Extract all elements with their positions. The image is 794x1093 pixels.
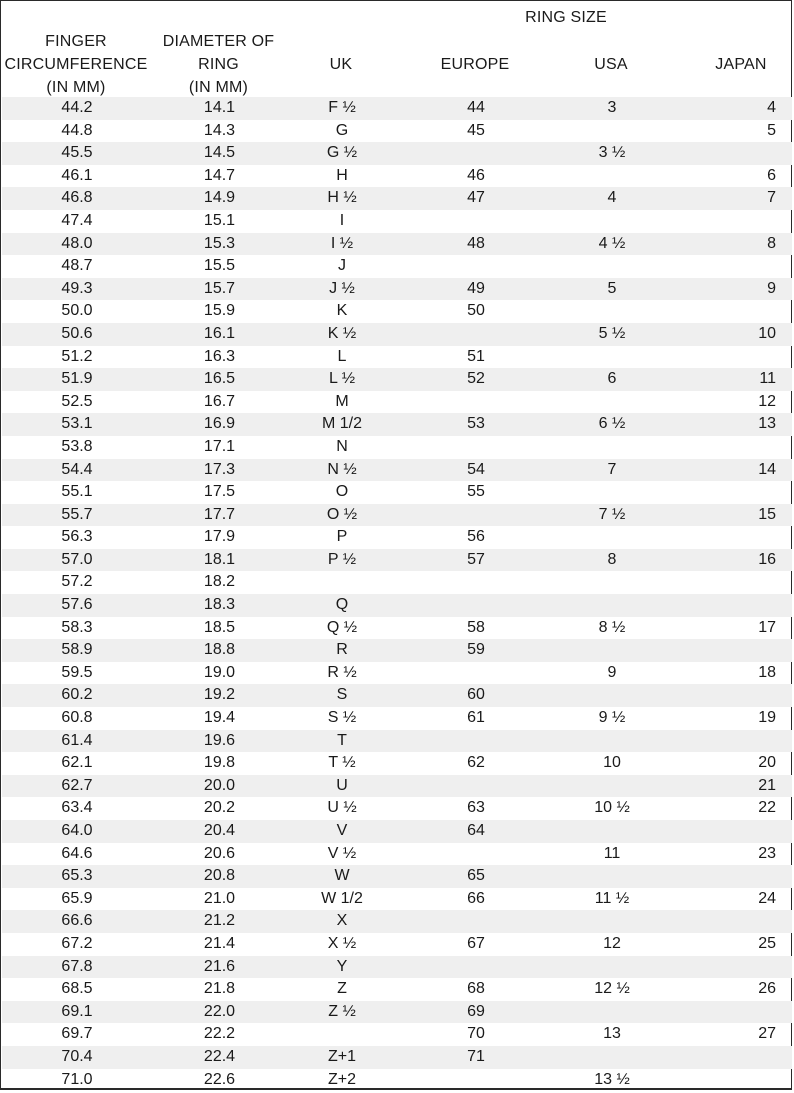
diameter-cell: 20.4 xyxy=(203,822,236,839)
japan-size-cell: 8 xyxy=(767,234,776,252)
europe-size-cell: 66 xyxy=(467,889,485,907)
finger-circumference-cell: 52.5 xyxy=(61,392,93,410)
diameter-cell: 16.9 xyxy=(203,415,236,433)
usa-size-cell: 12 xyxy=(603,934,621,952)
header-finger-line-3: (IN MM) xyxy=(46,79,106,96)
uk-size-cell: N xyxy=(336,437,348,455)
table-row xyxy=(2,594,792,617)
japan-size-cell: 18 xyxy=(758,663,776,681)
diameter-cell: 14.3 xyxy=(203,121,236,139)
finger-circumference-cell: 44.8 xyxy=(61,121,93,139)
usa-size-cell: 13 xyxy=(603,1025,621,1043)
uk-size-cell: Z+2 xyxy=(327,1070,356,1088)
table-row xyxy=(2,97,792,120)
table-row xyxy=(2,730,792,753)
uk-size-cell: K xyxy=(336,302,348,320)
header-ring-size: RING SIZE xyxy=(525,9,607,26)
japan-size-cell: 20 xyxy=(758,754,776,772)
japan-size-cell: 27 xyxy=(758,1025,776,1043)
diameter-cell: 18.8 xyxy=(203,641,236,659)
europe-size-cell: 48 xyxy=(467,234,485,252)
usa-size-cell: 3 xyxy=(607,99,617,116)
europe-size-cell: 63 xyxy=(467,799,485,817)
table-row xyxy=(2,684,792,707)
table-row xyxy=(2,639,792,662)
diameter-cell: 22.0 xyxy=(203,1002,236,1020)
table-row xyxy=(2,752,792,775)
japan-size-cell: 24 xyxy=(758,889,776,907)
finger-circumference-cell: 58.9 xyxy=(61,641,93,659)
diameter-cell: 19.6 xyxy=(203,731,236,749)
uk-size-cell: S ½ xyxy=(327,709,357,727)
diameter-cell: 19.4 xyxy=(203,709,236,727)
table-row xyxy=(2,775,792,798)
japan-size-cell: 11 xyxy=(759,370,776,388)
diameter-cell: 15.3 xyxy=(203,234,236,252)
finger-circumference-cell: 53.1 xyxy=(61,415,93,433)
table-row xyxy=(2,504,792,527)
europe-size-cell: 62 xyxy=(467,754,485,772)
usa-size-cell: 10 xyxy=(603,754,621,772)
uk-size-cell: V ½ xyxy=(327,844,357,862)
finger-circumference-cell: 46.1 xyxy=(61,166,93,184)
finger-circumference-cell: 71.0 xyxy=(61,1070,93,1088)
uk-size-cell: H ½ xyxy=(327,189,357,207)
table-row xyxy=(2,1046,792,1069)
table-row xyxy=(2,436,792,459)
finger-circumference-cell: 50.0 xyxy=(61,302,93,320)
europe-size-cell: 49 xyxy=(467,279,485,297)
table-row xyxy=(2,165,792,188)
table-row xyxy=(2,820,792,843)
diameter-cell: 14.7 xyxy=(203,166,236,184)
diameter-cell: 21.6 xyxy=(203,957,236,975)
japan-size-cell: 15 xyxy=(758,505,776,523)
header-finger-line-2: CIRCUMFERENCE xyxy=(4,56,148,73)
finger-circumference-cell: 57.0 xyxy=(61,550,93,568)
size-table-body xyxy=(2,97,792,1091)
diameter-cell: 15.1 xyxy=(203,211,236,229)
uk-size-cell: Z xyxy=(337,980,347,998)
diameter-cell: 21.2 xyxy=(203,912,236,930)
uk-size-cell: H xyxy=(336,166,348,184)
finger-circumference-cell: 48.0 xyxy=(61,234,93,252)
finger-circumference-cell: 65.9 xyxy=(61,889,93,907)
finger-circumference-cell: 63.4 xyxy=(61,799,93,817)
finger-circumference-cell: 57.2 xyxy=(61,573,93,591)
finger-circumference-cell: 49.3 xyxy=(61,279,93,297)
diameter-cell: 15.7 xyxy=(203,279,236,297)
japan-size-cell: 6 xyxy=(767,166,776,184)
uk-size-cell: W xyxy=(334,867,350,885)
finger-circumference-cell: 58.3 xyxy=(61,618,93,636)
diameter-cell: 19.0 xyxy=(203,663,236,681)
diameter-cell: 20.6 xyxy=(203,844,236,862)
diameter-cell: 14.9 xyxy=(203,189,236,207)
finger-circumference-cell: 60.2 xyxy=(61,686,93,704)
diameter-cell: 16.1 xyxy=(203,324,236,342)
diameter-cell: 17.9 xyxy=(203,528,236,546)
table-row xyxy=(2,368,792,391)
diameter-cell: 17.1 xyxy=(203,437,236,455)
usa-size-cell: 9 ½ xyxy=(598,709,626,727)
uk-size-cell: F ½ xyxy=(328,99,356,116)
finger-circumference-cell: 64.0 xyxy=(61,822,93,839)
japan-size-cell: 7 xyxy=(767,189,776,207)
finger-circumference-cell: 65.3 xyxy=(61,867,93,885)
uk-size-cell: X ½ xyxy=(327,934,357,952)
uk-size-cell: M xyxy=(335,392,349,410)
uk-size-cell: R ½ xyxy=(327,663,357,681)
header-finger-circumference xyxy=(1,30,151,99)
europe-size-cell: 46 xyxy=(467,166,485,184)
table-row xyxy=(2,843,792,866)
diameter-cell: 18.3 xyxy=(203,596,236,614)
header-diameter-line-3: (IN MM) xyxy=(188,79,249,96)
uk-size-cell: N ½ xyxy=(327,460,357,478)
finger-circumference-cell: 54.4 xyxy=(61,460,93,478)
uk-size-cell: O ½ xyxy=(326,505,358,523)
finger-circumference-cell: 48.7 xyxy=(61,257,93,275)
usa-size-cell: 7 xyxy=(607,460,617,478)
finger-circumference-cell: 44.2 xyxy=(61,99,93,116)
europe-size-cell: 54 xyxy=(467,460,485,478)
table-row xyxy=(2,797,792,820)
diameter-cell: 18.1 xyxy=(203,550,236,568)
uk-size-cell: R xyxy=(336,641,348,659)
japan-size-cell: 13 xyxy=(758,415,776,433)
diameter-cell: 21.0 xyxy=(203,889,236,907)
diameter-cell: 18.5 xyxy=(203,618,236,636)
usa-size-cell: 10 ½ xyxy=(594,799,630,817)
japan-size-cell: 4 xyxy=(767,99,776,116)
uk-size-cell: T ½ xyxy=(328,754,356,772)
table-row xyxy=(2,662,792,685)
diameter-cell: 20.2 xyxy=(203,799,236,817)
japan-size-cell: 26 xyxy=(758,980,776,998)
finger-circumference-cell: 50.6 xyxy=(61,324,93,342)
diameter-cell: 16.3 xyxy=(203,347,236,365)
diameter-cell: 17.5 xyxy=(203,483,236,501)
usa-size-cell: 9 xyxy=(607,663,617,681)
uk-size-cell: G ½ xyxy=(326,144,358,162)
finger-circumference-cell: 68.5 xyxy=(61,980,93,998)
table-row xyxy=(2,233,792,256)
table-row xyxy=(2,617,792,640)
diameter-cell: 22.2 xyxy=(203,1025,236,1043)
usa-size-cell: 3 ½ xyxy=(598,144,626,162)
diameter-cell: 16.7 xyxy=(203,392,236,410)
finger-circumference-cell: 64.6 xyxy=(61,844,93,862)
usa-size-cell: 11 xyxy=(603,844,621,862)
table-row xyxy=(2,346,792,369)
usa-size-cell: 6 xyxy=(607,370,617,388)
table-row xyxy=(2,459,792,482)
table-row xyxy=(2,1023,792,1046)
uk-size-cell: Q ½ xyxy=(326,618,358,636)
europe-size-cell: 68 xyxy=(467,980,485,998)
header-diameter-line-2: RING xyxy=(198,56,239,73)
uk-size-cell: Q xyxy=(335,596,349,614)
japan-size-cell: 10 xyxy=(758,324,776,342)
europe-size-cell: 45 xyxy=(467,121,485,139)
finger-circumference-cell: 67.8 xyxy=(61,957,93,975)
uk-size-cell: X xyxy=(336,912,348,930)
table-row xyxy=(2,413,792,436)
header-diameter-of-ring xyxy=(151,30,286,99)
header-diameter-line-1: DIAMETER OF xyxy=(162,33,275,50)
japan-size-cell: 12 xyxy=(758,392,776,410)
europe-size-cell: 44 xyxy=(467,99,485,116)
diameter-cell: 19.2 xyxy=(203,686,236,704)
europe-size-cell: 60 xyxy=(467,686,485,704)
diameter-cell: 14.1 xyxy=(203,99,236,116)
finger-circumference-cell: 51.2 xyxy=(61,347,93,365)
finger-circumference-cell: 69.7 xyxy=(61,1025,93,1043)
uk-size-cell: M 1/2 xyxy=(321,415,362,433)
diameter-cell: 17.7 xyxy=(203,505,236,523)
table-row xyxy=(2,526,792,549)
diameter-cell: 21.8 xyxy=(203,980,236,998)
usa-size-cell: 4 xyxy=(607,189,617,207)
europe-size-cell: 59 xyxy=(467,641,485,659)
diameter-cell: 20.8 xyxy=(203,867,236,885)
finger-circumference-cell: 62.1 xyxy=(61,754,93,772)
header-finger-line-1: FINGER xyxy=(45,33,107,50)
table-row xyxy=(2,910,792,933)
europe-size-cell: 70 xyxy=(467,1025,485,1043)
diameter-cell: 16.5 xyxy=(203,370,236,388)
table-row xyxy=(2,888,792,911)
finger-circumference-cell: 61.4 xyxy=(61,731,93,749)
finger-circumference-cell: 51.9 xyxy=(61,370,93,388)
finger-circumference-cell: 46.8 xyxy=(61,189,93,207)
diameter-cell: 18.2 xyxy=(203,573,236,591)
table-row xyxy=(2,549,792,572)
uk-size-cell: G xyxy=(335,121,349,139)
finger-circumference-cell: 53.8 xyxy=(61,437,93,455)
finger-circumference-cell: 60.8 xyxy=(61,709,93,727)
table-row xyxy=(2,278,792,301)
table-row xyxy=(2,978,792,1001)
europe-size-cell: 50 xyxy=(467,302,485,320)
table-row xyxy=(2,391,792,414)
uk-size-cell: L ½ xyxy=(328,370,356,388)
uk-size-cell: W 1/2 xyxy=(321,889,363,907)
uk-size-cell: I xyxy=(339,211,345,229)
diameter-cell: 17.3 xyxy=(203,460,236,478)
europe-size-cell: 57 xyxy=(467,550,485,568)
uk-size-cell: T xyxy=(337,731,347,749)
europe-size-cell: 71 xyxy=(467,1047,485,1065)
finger-circumference-cell: 70.4 xyxy=(61,1047,93,1065)
japan-size-cell: 16 xyxy=(758,550,776,568)
table-row xyxy=(2,187,792,210)
uk-size-cell: S xyxy=(336,686,348,704)
europe-size-cell: 52 xyxy=(467,370,485,388)
header-uk: UK xyxy=(329,56,353,73)
japan-size-cell: 21 xyxy=(758,776,776,794)
finger-circumference-cell: 59.5 xyxy=(61,663,93,681)
finger-circumference-cell: 47.4 xyxy=(61,211,93,229)
table-row xyxy=(2,1069,792,1092)
uk-size-cell: J ½ xyxy=(329,279,355,297)
japan-size-cell: 22 xyxy=(758,799,776,817)
europe-size-cell: 55 xyxy=(467,483,485,501)
europe-size-cell: 51 xyxy=(467,347,485,365)
europe-size-cell: 69 xyxy=(467,1002,485,1020)
finger-circumference-cell: 67.2 xyxy=(61,934,93,952)
finger-circumference-cell: 69.1 xyxy=(61,1002,93,1020)
uk-size-cell: V xyxy=(336,822,348,839)
table-row xyxy=(2,255,792,278)
japan-size-cell: 25 xyxy=(758,934,776,952)
japan-size-cell: 5 xyxy=(767,121,776,139)
europe-size-cell: 56 xyxy=(467,528,485,546)
finger-circumference-cell: 62.7 xyxy=(61,776,93,794)
japan-size-cell: 9 xyxy=(767,279,776,297)
diameter-cell: 21.4 xyxy=(203,934,236,952)
europe-size-cell: 65 xyxy=(467,867,485,885)
europe-size-cell: 47 xyxy=(467,189,485,207)
japan-size-cell: 14 xyxy=(758,460,776,478)
uk-size-cell: P xyxy=(336,528,348,546)
header-europe: EUROPE xyxy=(440,56,510,73)
japan-size-cell: 23 xyxy=(758,844,776,862)
usa-size-cell: 4 ½ xyxy=(598,234,626,252)
table-row xyxy=(2,865,792,888)
diameter-cell: 15.5 xyxy=(203,257,236,275)
usa-size-cell: 5 xyxy=(607,279,617,297)
diameter-cell: 22.4 xyxy=(203,1047,236,1065)
finger-circumference-cell: 55.7 xyxy=(61,505,93,523)
table-row xyxy=(2,933,792,956)
usa-size-cell: 11 ½ xyxy=(594,889,630,907)
diameter-cell: 20.0 xyxy=(203,776,236,794)
finger-circumference-cell: 57.6 xyxy=(61,596,93,614)
europe-size-cell: 67 xyxy=(467,934,485,952)
europe-size-cell: 58 xyxy=(467,618,485,636)
table-row xyxy=(2,120,792,143)
table-row xyxy=(2,956,792,979)
finger-circumference-cell: 55.1 xyxy=(61,483,93,501)
table-row xyxy=(2,210,792,233)
uk-size-cell: Z+1 xyxy=(327,1047,356,1065)
europe-size-cell: 64 xyxy=(467,822,485,839)
usa-size-cell: 8 ½ xyxy=(598,618,626,636)
europe-size-cell: 53 xyxy=(467,415,485,433)
uk-size-cell: U xyxy=(336,776,348,794)
europe-size-cell: 61 xyxy=(467,709,485,727)
table-row xyxy=(2,1001,792,1024)
diameter-cell: 15.9 xyxy=(203,302,236,320)
table-row xyxy=(2,481,792,504)
usa-size-cell: 7 ½ xyxy=(598,505,626,523)
usa-size-cell: 13 ½ xyxy=(594,1070,630,1088)
finger-circumference-cell: 45.5 xyxy=(61,144,93,162)
header-japan: JAPAN xyxy=(715,56,767,73)
diameter-cell: 19.8 xyxy=(203,754,236,772)
usa-size-cell: 6 ½ xyxy=(598,415,626,433)
usa-size-cell: 12 ½ xyxy=(594,980,630,998)
uk-size-cell: L xyxy=(337,347,347,365)
uk-size-cell: Y xyxy=(336,957,348,975)
uk-size-cell: I ½ xyxy=(330,234,354,252)
finger-circumference-cell: 66.6 xyxy=(61,912,93,930)
table-row xyxy=(2,300,792,323)
diameter-cell: 22.6 xyxy=(203,1070,236,1088)
japan-size-cell: 17 xyxy=(758,618,776,636)
table-row xyxy=(2,142,792,165)
diameter-cell: 14.5 xyxy=(203,144,236,162)
usa-size-cell: 8 xyxy=(607,550,617,568)
uk-size-cell: P ½ xyxy=(327,550,357,568)
uk-size-cell: O xyxy=(335,483,349,501)
usa-size-cell: 5 ½ xyxy=(598,324,626,342)
finger-circumference-cell: 56.3 xyxy=(61,528,93,546)
uk-size-cell: Z ½ xyxy=(328,1002,356,1020)
uk-size-cell: K ½ xyxy=(327,324,357,342)
japan-size-cell: 19 xyxy=(758,709,776,727)
uk-size-cell: J xyxy=(338,257,346,275)
table-row xyxy=(2,323,792,346)
table-row xyxy=(2,707,792,730)
table-row xyxy=(2,571,792,594)
header-usa: USA xyxy=(594,56,628,73)
uk-size-cell: U ½ xyxy=(327,799,357,817)
